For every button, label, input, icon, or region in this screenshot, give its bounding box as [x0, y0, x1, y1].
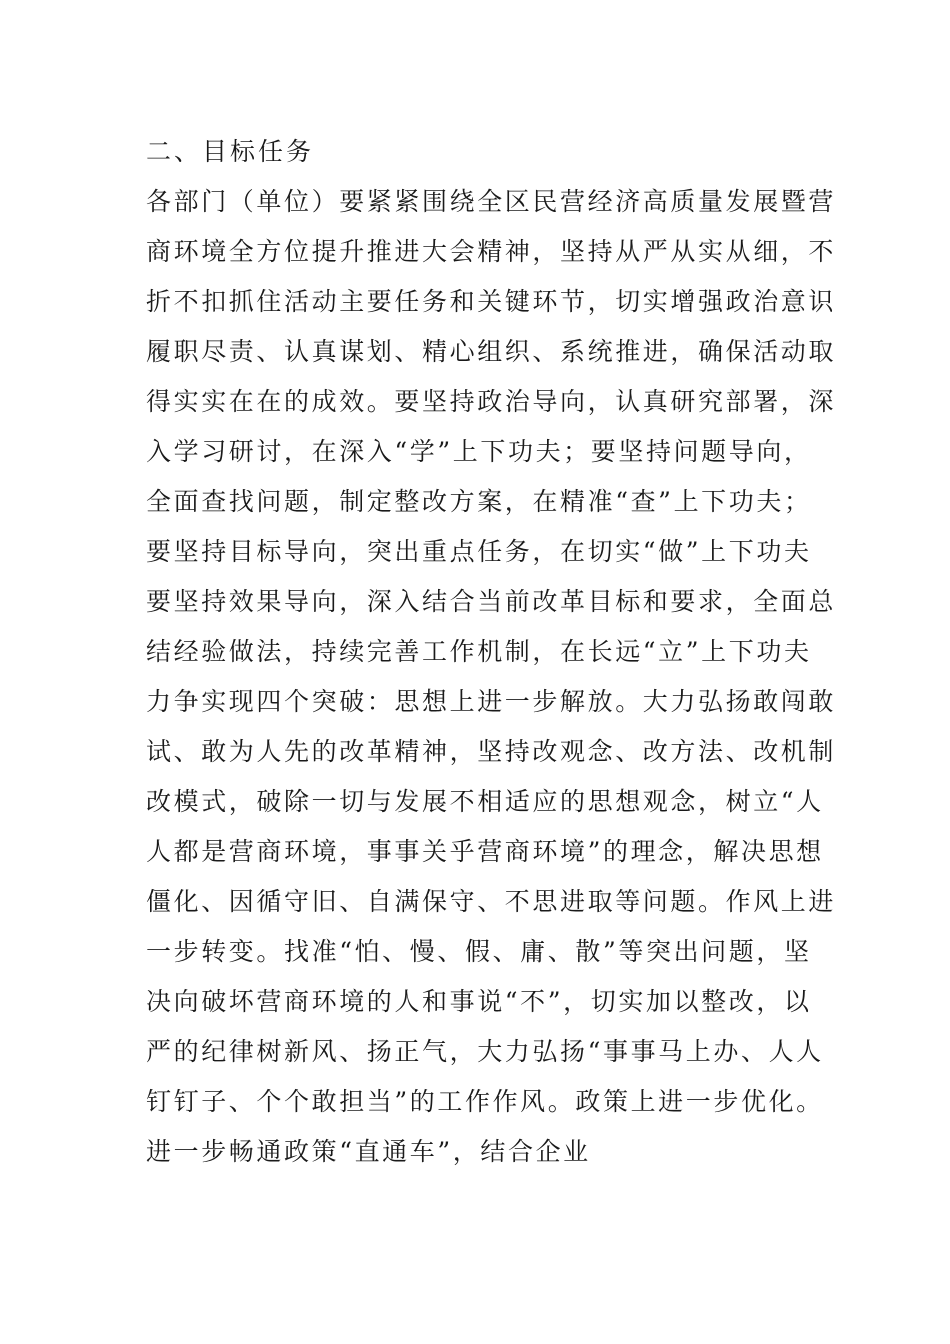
paragraph-line: 决向破坏营商环境的人和事说“不”，切实加以整改，以 — [146, 987, 812, 1016]
paragraph-line: 进一步畅通政策“直通车”，结合企业 — [146, 1137, 591, 1166]
paragraph-line: 商环境全方位提升推进大会精神，坚持从严从实从细，不 — [146, 237, 837, 266]
paragraph-line: 力争实现四个突破：思想上进一步解放。大力弘扬敢闯敢 — [146, 687, 837, 716]
paragraph-line: 履职尽责、认真谋划、精心组织、系统推进，确保活动取 — [146, 337, 837, 366]
paragraph-line: 得实实在在的成效。要坚持政治导向，认真研究部署，深 — [146, 387, 837, 416]
paragraph-line: 试、敢为人先的改革精神，坚持改观念、改方法、改机制 — [146, 737, 837, 766]
paragraph-line: 要坚持效果导向，深入结合当前改革目标和要求，全面总 — [146, 587, 837, 616]
paragraph-line: 人都是营商环境，事事关乎营商环境”的理念，解决思想 — [146, 837, 824, 866]
paragraph-line: 严的纪律树新风、扬正气，大力弘扬“事事马上办、人人 — [146, 1037, 824, 1066]
document-body — [146, 127, 837, 1177]
paragraph-line: 要坚持目标导向，突出重点任务，在切实“做”上下功夫 — [146, 537, 812, 566]
paragraph-line: 全面查找问题，制定整改方案，在精准“查”上下功夫； — [146, 487, 812, 516]
paragraph-line: 结经验做法，持续完善工作机制，在长远“立”上下功夫 — [146, 637, 812, 666]
paragraph-line: 各部门（单位）要紧紧围绕全区民营经济高质量发展暨营 — [146, 187, 837, 216]
paragraph-line: 改模式，破除一切与发展不相适应的思想观念，树立“人 — [146, 787, 824, 816]
section-heading: 二、目标任务 — [146, 137, 315, 166]
paragraph-line: 折不扣抓住活动主要任务和关键环节，切实增强政治意识 — [146, 287, 837, 316]
paragraph-line: 入学习研讨，在深入“学”上下功夫；要坚持问题导向， — [146, 437, 812, 466]
paragraph-line: 钉钉子、个个敢担当”的工作作风。政策上进一步优化。 — [146, 1087, 824, 1116]
paragraph-line: 一步转变。找准“怕、慢、假、庸、散”等突出问题，坚 — [146, 937, 812, 966]
paragraph-line: 僵化、因循守旧、自满保守、不思进取等问题。作风上进 — [146, 887, 837, 916]
